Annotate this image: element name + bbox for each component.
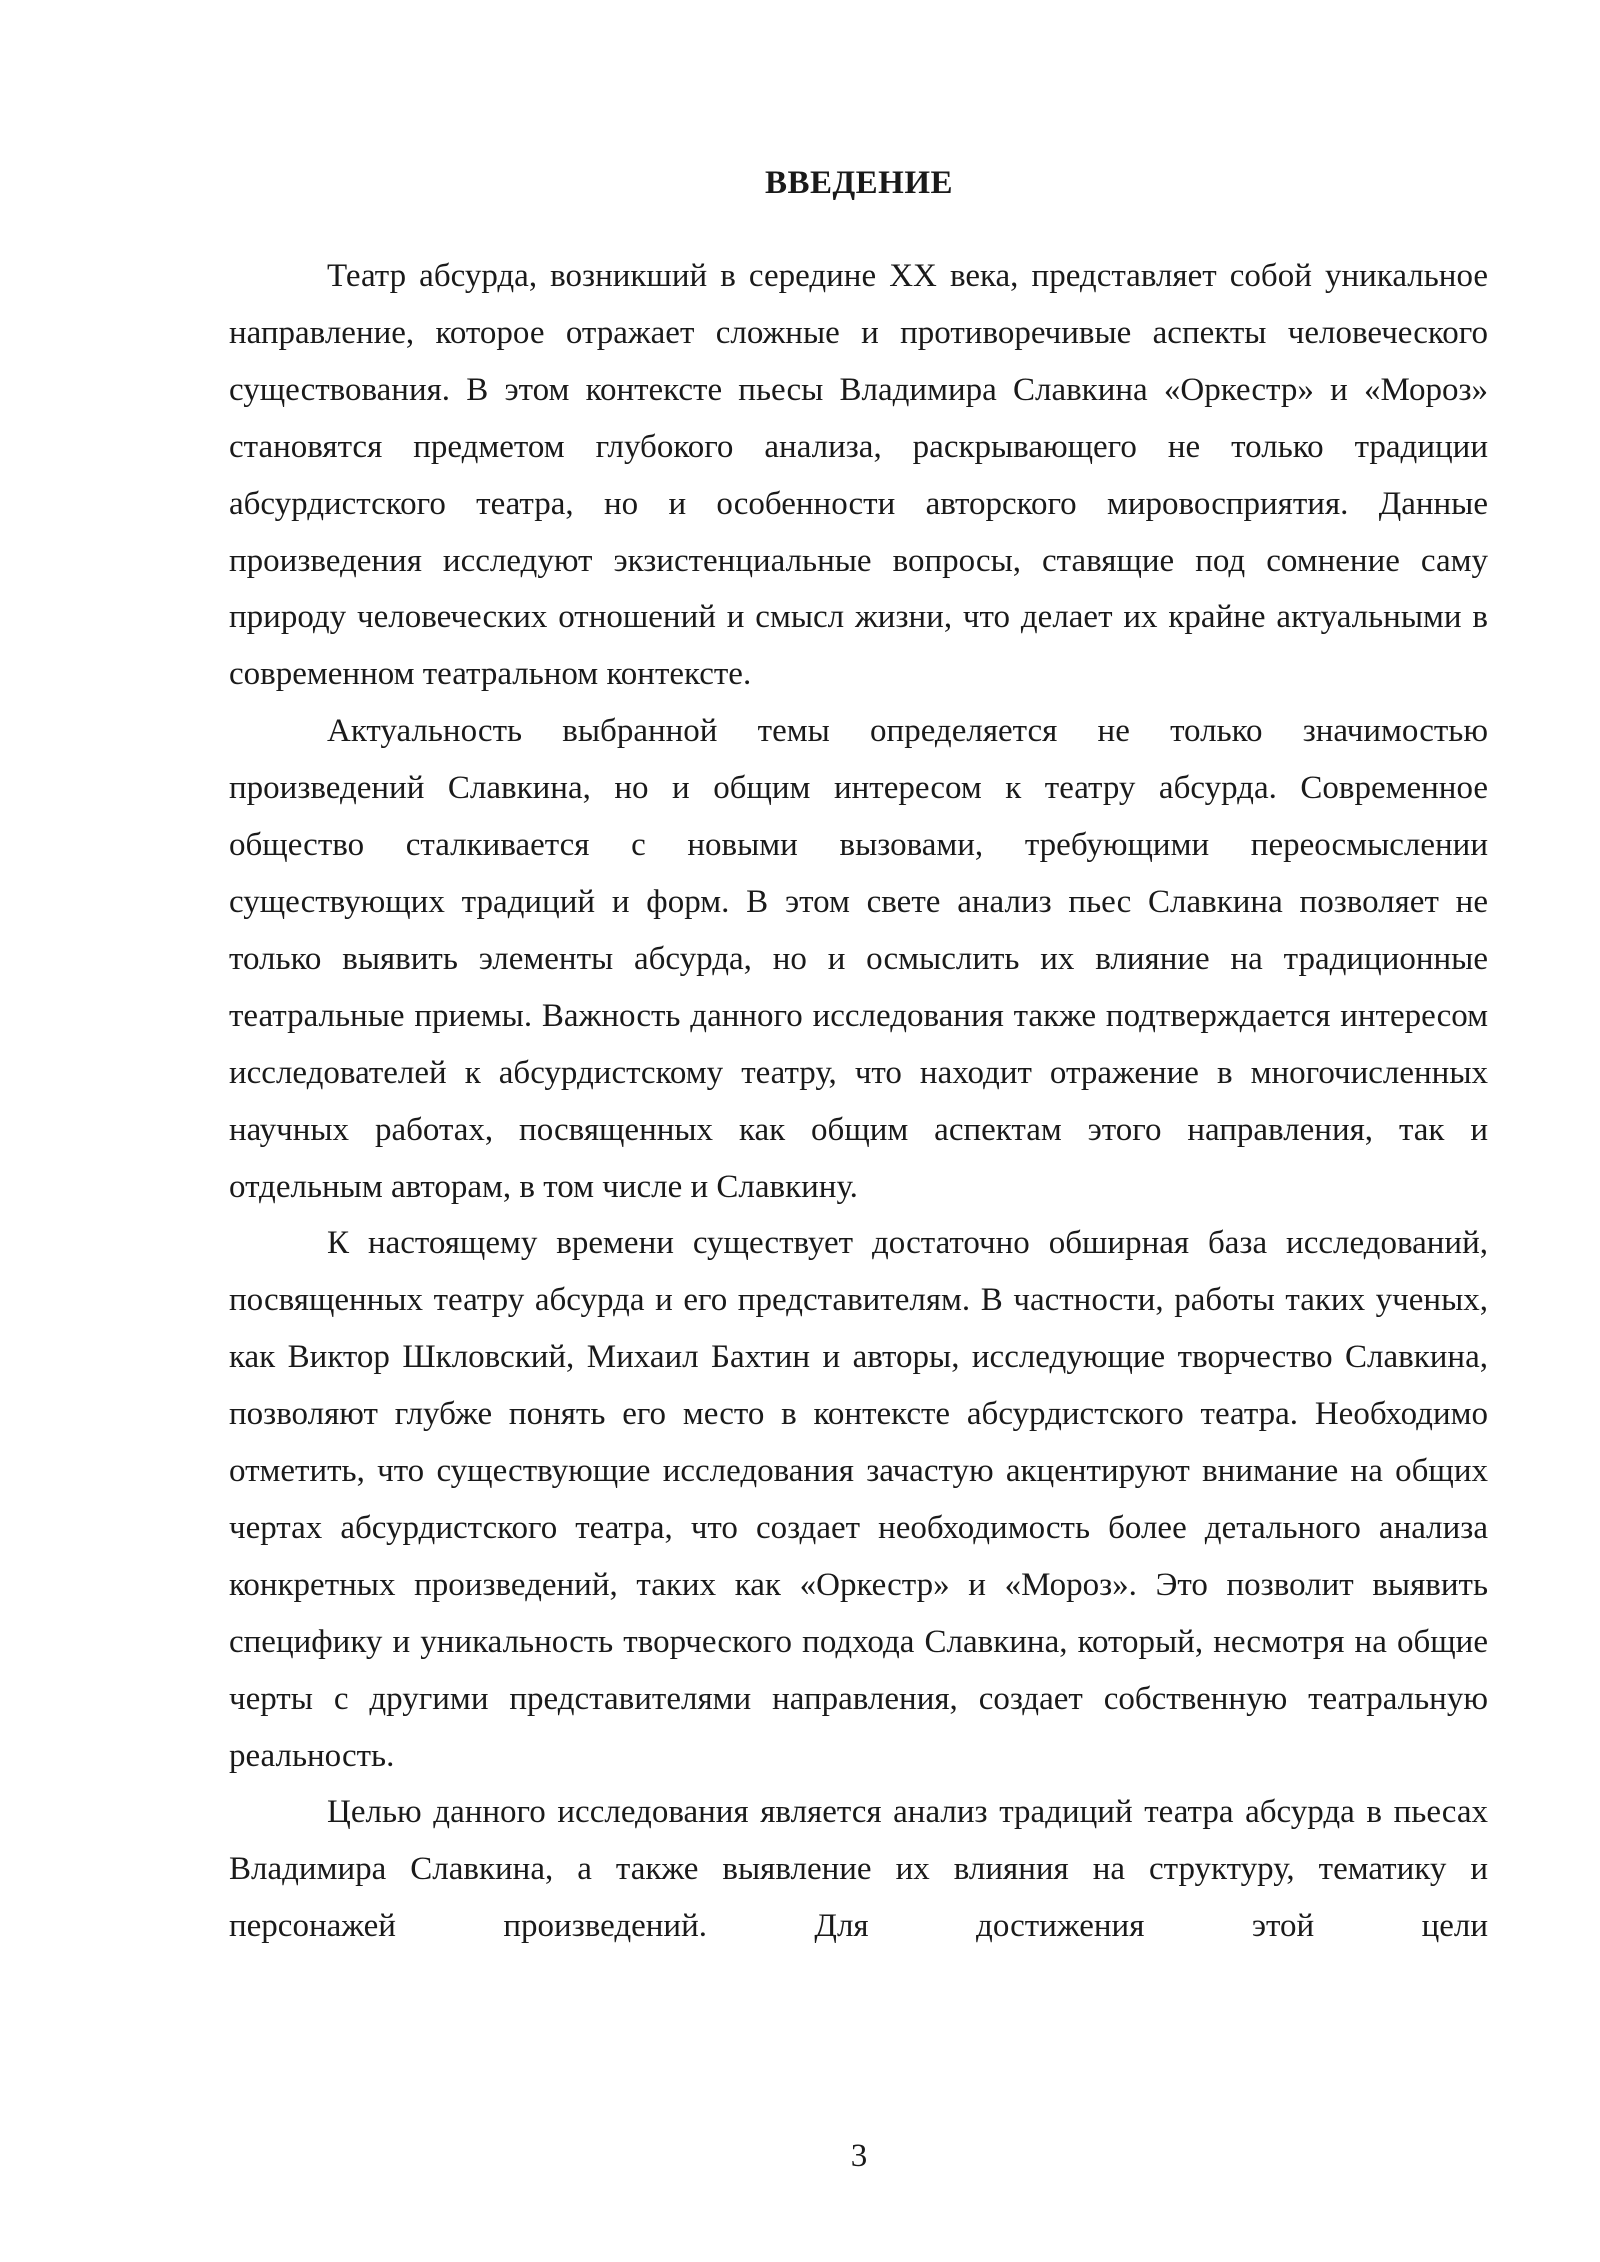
paragraph-1: Театр абсурда, возникший в середине XX века, представляет собой уникальное направление, которое отражает сложные и противоречивые аспекты человеческого существования. В этом контексте пьесы Владимира Славкина «Оркестр» и «Мороз» становятся предметом глубокого анализа, раскрывающего не только традиции абсурдистского театра, но и особенности авторского мировосприятия. Данные произведения исследуют экзистенциальные вопросы, ставящие под сомнение саму природу человеческих отношений и смысл жизни, что делает их крайне актуальными в современном театральном контексте. bbox=[229, 258, 1488, 693]
body-text bbox=[229, 248, 1488, 1955]
paragraph-4: Целью данного исследования является анализ традиций театра абсурда в пьесах Владимира Славкина, а также выявление их влияния на структуру, тематику и персонажей произведений. Для достижения этой цели bbox=[229, 1794, 1488, 1945]
paragraph-2: Актуальность выбранной темы определяется не только значимостью произведений Славкина, но и общим интересом к театру абсурда. Современное общество сталкивается с новыми вызовами, требующими переосмыслении существующих традиций и форм. В этом свете анализ пьес Славкина позволяет не только выявить элементы абсурда, но и осмыслить их влияние на традиционные театральные приемы. Важность данного исследования также подтверждается интересом исследователей к абсурдистскому театру, что находит отражение в многочисленных научных работах, посвященных как общим аспектам этого направления, так и отдельным авторам, в том числе и Славкину. bbox=[229, 713, 1488, 1205]
page-number: 3 bbox=[850, 2138, 868, 2174]
section-title: ВВЕДЕНИЕ bbox=[764, 165, 954, 201]
paragraph-3: К настоящему времени существует достаточно обширная база исследований, посвященных театру абсурда и его представителям. В частности, работы таких ученых, как Виктор Шкловский, Михаил Бахтин и авторы, исследующие творчество Славкина, позволяют глубже понять его место в контексте абсурдистского театра. Необходимо отметить, что существующие исследования зачастую акцентируют внимание на общих чертах абсурдистского театра, что создает необходимость более детального анализа конкретных произведений, таких как «Оркестр» и «Мороз». Это позволит выявить специфику и уникальность творческого подхода Славкина, который, несмотря на общие черты с другими представителями направления, создает собственную театральную реальность. bbox=[229, 1225, 1488, 1774]
